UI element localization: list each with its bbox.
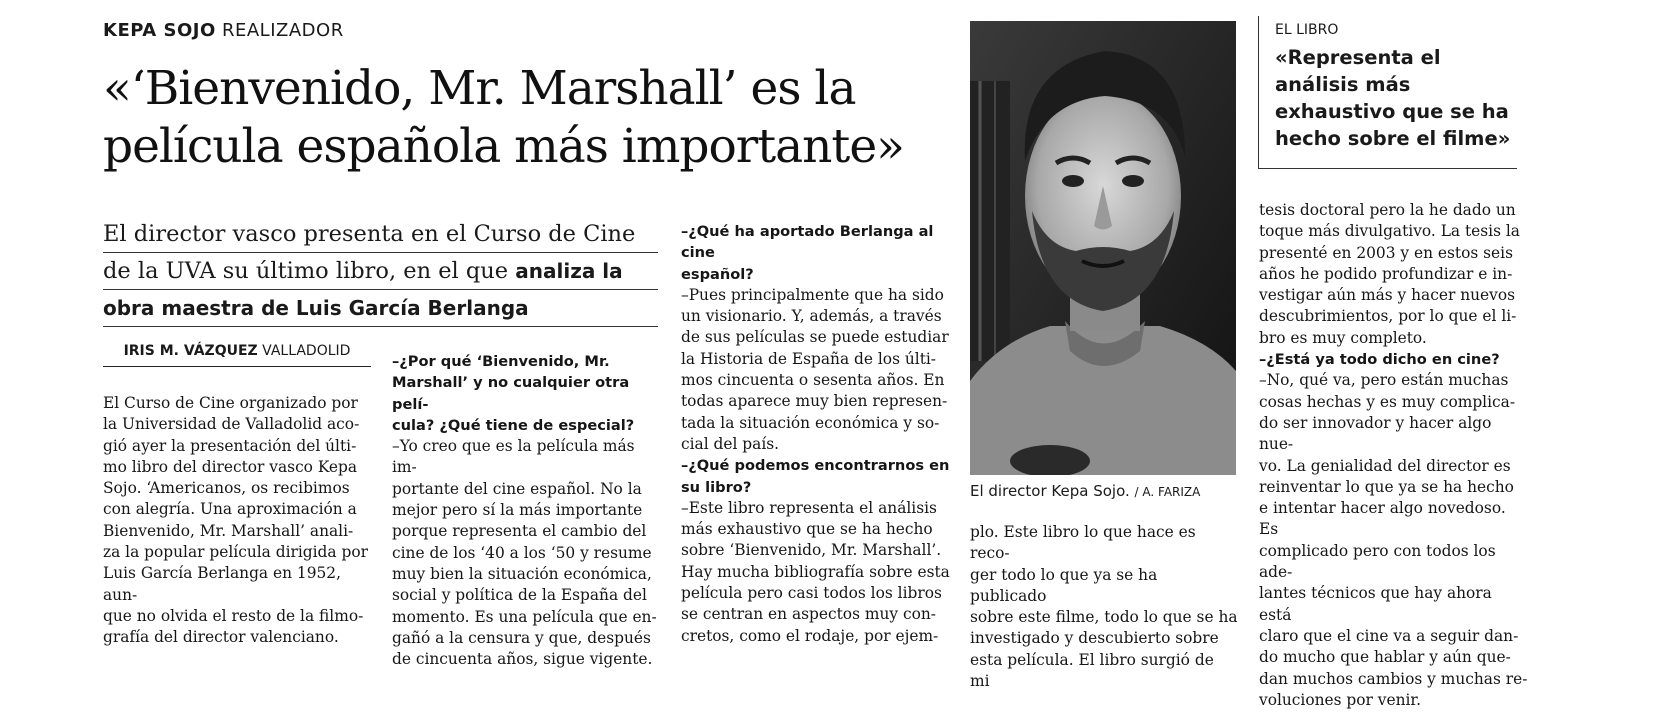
text-line: gañó a la censura y que, después <box>392 628 651 647</box>
sidebar-label: EL LIBRO <box>1275 22 1339 38</box>
question-line: español? <box>681 265 754 283</box>
subhead-line-1: El director vasco presenta en el Curso de Cine <box>103 216 658 253</box>
text-line: El Curso de Cine organizado por <box>103 394 358 412</box>
text-line: lantes técnicos que hay ahora está <box>1259 584 1492 624</box>
text-line: social y política de la España del <box>392 586 647 605</box>
byline-place: VALLADOLID <box>262 343 351 359</box>
text-line: vestigar aún más y hacer nuevos <box>1259 286 1515 305</box>
text-line: más exhaustivo que se ha hecho <box>681 520 933 539</box>
question-line: –¿Por qué ‘Bienvenido, Mr. <box>392 353 610 370</box>
question-line: –¿Qué ha aportado Berlanga al cine <box>681 223 934 262</box>
text-line: un visionario. Y, además, a través <box>681 307 942 326</box>
text-line: complicado pero con todos los ade- <box>1259 541 1496 582</box>
question-line: –¿Está ya todo dicho en cine? <box>1259 351 1500 369</box>
text-line: bro es muy completo. <box>1259 328 1427 347</box>
text-line: película pero casi todos los libros <box>681 584 942 603</box>
sidebar-box <box>1258 16 1517 169</box>
text-line: cine de los ‘40 a los ‘50 y resume <box>392 543 652 562</box>
text-line: investigado y descubierto sobre <box>970 629 1219 648</box>
headline: «‘Bienvenido, Mr. Marshall’ es la película española más importante» <box>103 61 904 174</box>
kicker-role: REALIZADOR <box>221 20 344 41</box>
text-line: sobre ‘Bienvenido, Mr. Marshall’. <box>681 541 942 560</box>
question-line: –¿Qué podemos encontrarnos en <box>681 457 950 475</box>
text-line: do mucho que hablar y aún que- <box>1259 648 1511 667</box>
text-line: Bienvenido, Mr. Marshall’ anali- <box>103 521 354 540</box>
text-line: –No, qué va, pero están muchas <box>1259 371 1509 390</box>
text-line: descubrimientos, por lo que el li- <box>1259 307 1517 326</box>
subhead-line-3-bold: obra maestra de Luis García Berlanga <box>103 296 529 320</box>
question-line: Marshall’ y no cualquier otra pelí- <box>392 374 630 413</box>
column-3 <box>681 221 953 647</box>
portrait-photo <box>970 21 1236 475</box>
text-line: todas aparece muy bien represen- <box>681 392 948 411</box>
subhead-line-2-text: de la UVA su último libro, en el que <box>103 258 516 284</box>
text-line: grafía del director valenciano. <box>103 628 339 647</box>
kicker <box>103 20 344 41</box>
text-line: cretos, como el rodaje, por ejem- <box>681 626 939 645</box>
byline-author: IRIS M. VÁZQUEZ <box>123 343 258 359</box>
text-line: voluciones por venir. <box>1259 690 1421 709</box>
text-line: tada la situación económica y so- <box>681 413 940 432</box>
text-line: tesis doctoral pero la he dado un <box>1259 201 1516 219</box>
text-line: con alegría. Una aproximación a <box>103 500 357 519</box>
column-1 <box>103 393 371 649</box>
portrait-illustration <box>970 21 1236 475</box>
text-line: portante del cine español. No la <box>392 479 642 498</box>
text-line: mos cincuenta o sesenta años. En <box>681 371 945 390</box>
question-line: su libro? <box>681 478 752 496</box>
question-line: cula? ¿Qué tiene de especial? <box>392 416 635 434</box>
text-line: toque más divulgativo. La tesis la <box>1259 222 1520 241</box>
text-line: dan muchos cambios y muchas re- <box>1259 669 1528 688</box>
text-line: cial del país. <box>681 434 780 453</box>
column-2 <box>392 351 660 670</box>
column-4 <box>970 522 1238 692</box>
text-line: –Este libro representa el análisis <box>681 498 937 517</box>
subhead-line-2 <box>103 253 658 290</box>
photo-credit: / A. FARIZA <box>1134 485 1201 499</box>
kicker-name: KEPA SOJO <box>103 20 216 41</box>
subhead-line-3 <box>103 290 658 327</box>
text-line: e intentar hacer algo novedoso. Es <box>1259 499 1506 539</box>
text-line: Sojo. ‘Americanos, os recibimos <box>103 479 350 498</box>
text-line: la Universidad de Valladolid aco- <box>103 415 360 434</box>
text-line: presenté en 2003 y en estos seis <box>1259 243 1513 262</box>
text-line: sobre este filme, todo lo que se ha <box>970 608 1238 627</box>
photo-caption <box>970 482 1200 500</box>
text-line: vo. La genialidad del director es <box>1259 456 1511 475</box>
text-line: ger todo lo que ya se ha publicado <box>970 565 1158 605</box>
text-line: Luis García Berlanga en 1952, aun- <box>103 564 341 604</box>
text-line: esta película. El libro surgió de mi <box>970 650 1214 691</box>
text-line: mo libro del director vasco Kepa <box>103 457 358 476</box>
text-line: reinventar lo que ya se ha hecho <box>1259 477 1514 496</box>
subhead-line-2-bold: analiza la <box>515 259 623 283</box>
text-line: Hay mucha bibliografía sobre esta <box>681 562 950 581</box>
text-line: do ser innovador y hacer algo nue- <box>1259 413 1492 454</box>
text-line: cosas hechas y es muy complica- <box>1259 392 1516 411</box>
byline <box>103 343 371 367</box>
text-line: de cincuenta años, sigue vigente. <box>392 650 653 669</box>
text-line: años he podido profundizar e in- <box>1259 264 1513 283</box>
text-line: porque representa el cambio del <box>392 522 647 541</box>
text-line: de sus películas se puede estudiar <box>681 328 949 347</box>
text-line: se centran en aspectos muy con- <box>681 605 936 624</box>
text-line: momento. Es una película que en- <box>392 607 657 626</box>
text-line: la Historia de España de los últi- <box>681 349 936 368</box>
sidebar-quote: «Representa el análisis más exhaustivo que se ha hecho sobre el filme» <box>1275 46 1511 150</box>
text-line: muy bien la situación económica, <box>392 564 652 583</box>
text-line: plo. Este libro lo que hace es reco- <box>970 523 1196 563</box>
text-line: mejor pero sí la más importante <box>392 501 643 520</box>
text-line: –Pues principalmente que ha sido <box>681 285 944 304</box>
text-line: que no olvida el resto de la filmo- <box>103 606 364 625</box>
text-line: claro que el cine va a seguir dan- <box>1259 626 1519 645</box>
text-line: gió ayer la presentación del últi- <box>103 436 357 455</box>
text-line: –Yo creo que es la película más im- <box>392 437 635 477</box>
column-5 <box>1259 200 1529 711</box>
subhead <box>103 216 658 327</box>
text-line: za la popular película dirigida por <box>103 543 368 562</box>
caption-text: El director Kepa Sojo. <box>970 482 1130 500</box>
